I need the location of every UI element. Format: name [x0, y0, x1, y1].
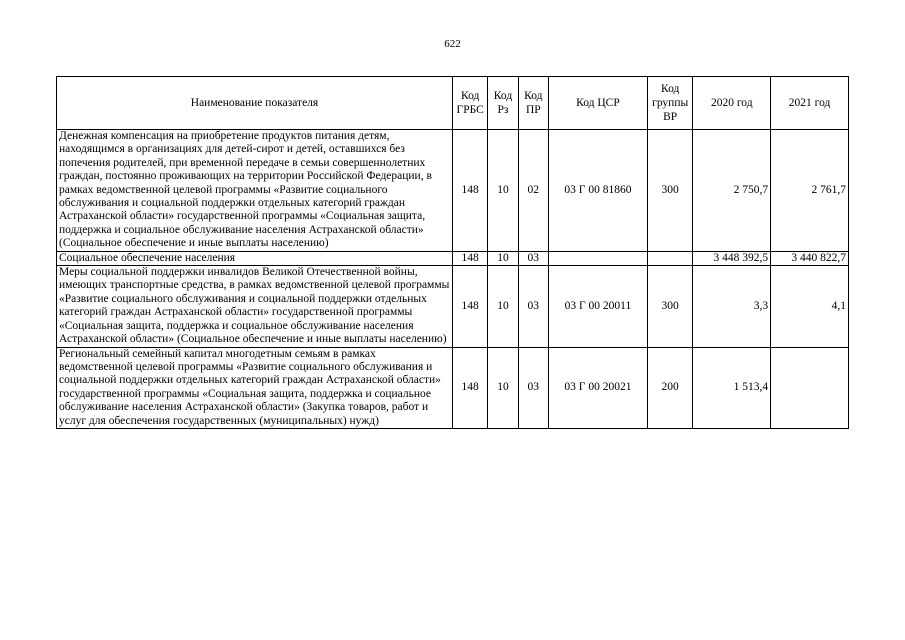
row-grbs: 148 [453, 251, 488, 265]
table-row [57, 347, 849, 428]
header-vr-line1: Код [660, 83, 680, 95]
row-grbs: 148 [453, 130, 488, 252]
row-grbs: 148 [453, 266, 488, 347]
row-rz: 10 [488, 130, 518, 252]
row-vr: 300 [647, 130, 692, 252]
row-name: Региональный семейный капитал многодетным семьям в рамках ведомственной целевой программы «Развитие социального обслуживания и социальной поддержки отдельных категорий граждан Астраханской области» государственной программы «Социальная защита, поддержка и социальное обслуживание населения Астраханской области» (Закупка товаров, работ и услуг для обеспечения государственных (муниципальных) нужд) [57, 347, 453, 428]
row-vr: 300 [647, 266, 692, 347]
header-grbs-line1: Код [460, 90, 480, 102]
row-pr: 03 [518, 347, 548, 428]
row-pr: 03 [518, 266, 548, 347]
header-2021: 2021 год [771, 77, 849, 130]
row-csr: 03 Г 00 81860 [548, 130, 647, 252]
header-vr-line3: ВР [663, 111, 678, 123]
header-grbs-line2: ГРБС [456, 104, 484, 116]
row-rz: 10 [488, 266, 518, 347]
row-2021: 3 440 822,7 [771, 251, 849, 265]
header-pr [518, 77, 548, 130]
header-vr-line2: группы [652, 97, 689, 109]
row-name: Меры социальной поддержки инвалидов Великой Отечественной войны, имеющих транспортные средства, в рамках ведомственной целевой программы «Развитие социального обслуживания и социальной поддержки отдельных категорий граждан Астраханской области» государственной программы «Социальная защита, поддержка и социальное обслуживание населения Астраханской области» (Социальное обеспечение и иные выплаты населению) [57, 266, 453, 347]
table-row [57, 251, 849, 265]
row-vr [647, 251, 692, 265]
header-vr [647, 77, 692, 130]
row-pr: 03 [518, 251, 548, 265]
row-2021 [771, 347, 849, 428]
header-pr-line1: Код [524, 90, 543, 102]
table-row [57, 266, 849, 347]
header-name: Наименование показателя [57, 77, 453, 130]
row-csr: 03 Г 00 20011 [548, 266, 647, 347]
budget-table [56, 76, 849, 429]
row-name: Денежная компенсация на приобретение продуктов питания детям, находящимся в организациях для детей-сирот и детей, оставшихся без попечения родителей, при временной передаче в семьи совершеннолетних граждан, постоянно проживающих на территории Российской Федерации, в рамках ведомственной целевой программы «Развитие социального обслуживания и социальной поддержки отдельных категорий граждан Астраханской области» государственной программы «Социальная защита, поддержка и социальное обслуживание населения Астраханской области» (Социальное обеспечение и иные выплаты населению) [57, 130, 453, 252]
row-2020: 2 750,7 [693, 130, 771, 252]
row-grbs: 148 [453, 347, 488, 428]
header-rz [488, 77, 518, 130]
row-2021: 2 761,7 [771, 130, 849, 252]
row-2021: 4,1 [771, 266, 849, 347]
row-rz: 10 [488, 347, 518, 428]
header-grbs [453, 77, 488, 130]
header-pr-line2: ПР [525, 104, 541, 116]
row-pr: 02 [518, 130, 548, 252]
header-rz-line1: Код [493, 90, 513, 102]
page-number: 622 [444, 38, 461, 50]
table-row [57, 130, 849, 252]
row-rz: 10 [488, 251, 518, 265]
row-vr: 200 [647, 347, 692, 428]
header-2020: 2020 год [693, 77, 771, 130]
row-csr [548, 251, 647, 265]
header-rz-line2: Рз [497, 104, 509, 116]
row-name: Социальное обеспечение населения [57, 251, 453, 265]
header-row [57, 77, 849, 130]
row-csr: 03 Г 00 20021 [548, 347, 647, 428]
row-2020: 3 448 392,5 [693, 251, 771, 265]
header-csr: Код ЦСР [548, 77, 647, 130]
row-2020: 1 513,4 [693, 347, 771, 428]
row-2020: 3,3 [693, 266, 771, 347]
